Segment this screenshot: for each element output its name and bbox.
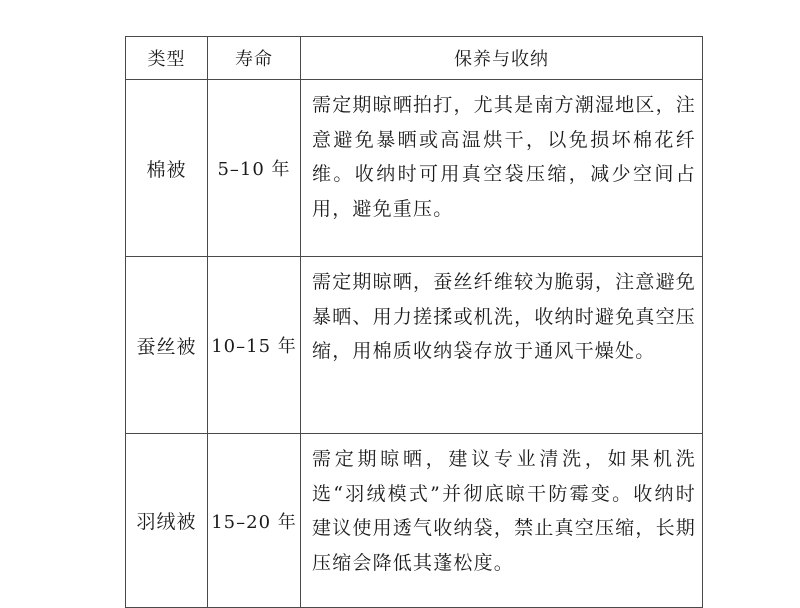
cell-lifespan: 10–15 年 bbox=[208, 257, 301, 434]
cell-lifespan: 5–10 年 bbox=[208, 80, 301, 257]
cell-type: 羽绒被 bbox=[126, 434, 208, 608]
cell-lifespan: 15–20 年 bbox=[208, 434, 301, 608]
quilt-comparison-table bbox=[125, 36, 703, 608]
header-care: 保养与收纳 bbox=[301, 37, 703, 80]
cell-type: 蚕丝被 bbox=[126, 257, 208, 434]
header-lifespan: 寿命 bbox=[208, 37, 301, 80]
cell-type: 棉被 bbox=[126, 80, 208, 257]
cell-care: 需定期晾晒，建议专业清洗，如果机洗选“羽绒模式”并彻底晾干防霉变。收纳时建议使用透气收纳袋，禁止真空压缩，长期压缩会降低其蓬松度。 bbox=[301, 434, 703, 608]
table-row bbox=[126, 257, 703, 434]
cell-care: 需定期晾晒，蚕丝纤维较为脆弱，注意避免暴晒、用力搓揉或机洗，收纳时避免真空压缩，用棉质收纳袋存放于通风干燥处。 bbox=[301, 257, 703, 434]
table-row bbox=[126, 434, 703, 608]
table-header-row bbox=[126, 37, 703, 80]
header-type: 类型 bbox=[126, 37, 208, 80]
comparison-table-container bbox=[125, 36, 702, 608]
cell-care: 需定期晾晒拍打，尤其是南方潮湿地区，注意避免暴晒或高温烘干，以免损坏棉花纤维。收纳时可用真空袋压缩，减少空间占用，避免重压。 bbox=[301, 80, 703, 257]
table-row bbox=[126, 80, 703, 257]
